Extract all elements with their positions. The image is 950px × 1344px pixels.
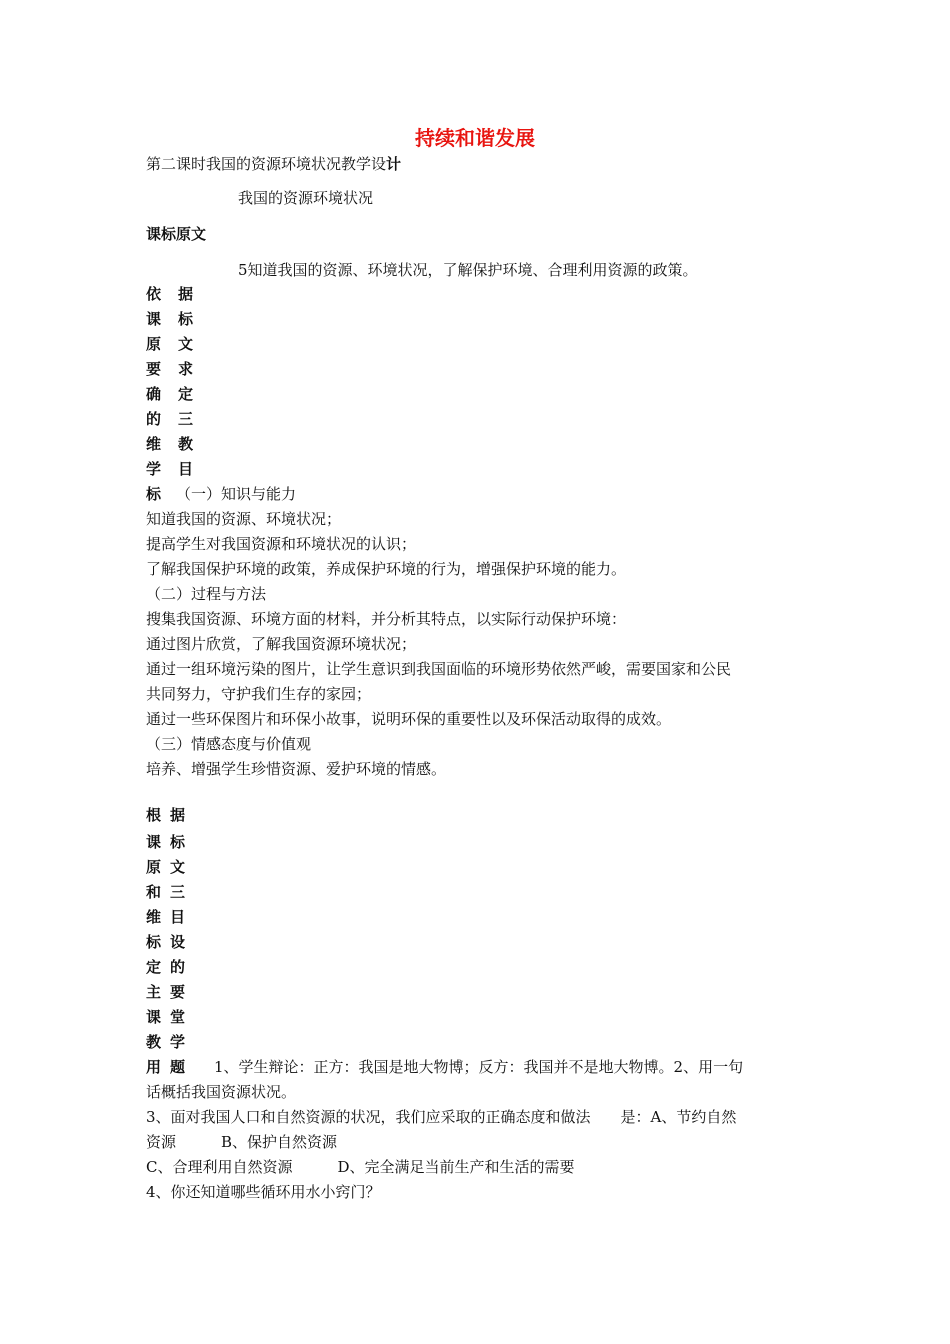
vchar: 标 — [146, 485, 162, 503]
vchar: 定 — [146, 958, 162, 976]
goal1-item: 知道我国的资源、环境状况； — [146, 510, 342, 528]
vchar: 求 — [178, 360, 194, 378]
goal2-item: 共同努力，守护我们生存的家园； — [146, 685, 372, 703]
vchar: 维 — [146, 435, 162, 453]
goal3-heading: （三）情感态度与价值观 — [146, 735, 312, 753]
question-line: 3、面对我国人口和自然资源的状况，我们应采取的正确态度和做法 是：A、节约自然 — [146, 1108, 737, 1126]
topic-heading: 我国的资源环境状况 — [238, 189, 374, 207]
vchar: 课 — [146, 833, 162, 851]
vchar: 据 — [170, 806, 186, 824]
vchar: 要 — [146, 360, 162, 378]
vchar: 的 — [146, 410, 162, 428]
lesson-subtitle-end: 计 — [386, 155, 402, 173]
lesson-subtitle — [146, 154, 401, 174]
vchar: 原 — [146, 335, 162, 353]
goal1-heading: （一）知识与能力 — [176, 485, 297, 503]
question-line: 1、学生辩论：正方：我国是地大物博；反方：我国并不是地大物博。2、用一句 — [214, 1058, 744, 1076]
vchar: 堂 — [170, 1008, 186, 1026]
document-title: 持续和谐发展 — [415, 126, 535, 150]
vchar: 据 — [178, 285, 194, 303]
vchar: 主 — [146, 983, 162, 1001]
vchar: 三 — [170, 883, 186, 901]
vchar: 标 — [146, 933, 162, 951]
question-line: 话概括我国资源状况。 — [146, 1083, 297, 1101]
section-label: 课标原文 — [146, 225, 207, 243]
goal1-item: 了解我国保护环境的政策，养成保护环境的行为，增强保护环境的能力。 — [146, 560, 627, 578]
vchar: 文 — [170, 858, 186, 876]
goal2-item: 通过一组环境污染的图片，让学生意识到我国面临的环境形势依然严峻，需要国家和公民 — [146, 660, 732, 678]
vchar: 三 — [178, 410, 194, 428]
goal2-heading: （二）过程与方法 — [146, 585, 267, 603]
goal2-item: 通过图片欣赏，了解我国资源环境状况； — [146, 635, 417, 653]
standard-text: 5知道我国的资源、环境状况，了解保护环境、合理利用资源的政策。 — [238, 261, 698, 279]
vchar: 教 — [146, 1033, 162, 1051]
vchar: 题 — [170, 1058, 186, 1076]
vchar: 维 — [146, 908, 162, 926]
vchar: 要 — [170, 983, 186, 1001]
vchar: 文 — [178, 335, 194, 353]
vchar: 目 — [178, 460, 194, 478]
vchar: 学 — [146, 460, 162, 478]
goal1-item: 提高学生对我国资源和环境状况的认识； — [146, 535, 417, 553]
vchar: 定 — [178, 385, 194, 403]
question-line: 4、你还知道哪些循环用水小窍门？ — [146, 1183, 381, 1201]
vchar: 原 — [146, 858, 162, 876]
vchar: 课 — [146, 310, 162, 328]
vchar: 确 — [146, 385, 162, 403]
vchar: 教 — [178, 435, 194, 453]
goal2-item: 搜集我国资源、环境方面的材料，并分析其特点，以实际行动保护环境： — [146, 610, 627, 628]
vchar: 课 — [146, 1008, 162, 1026]
goal3-item: 培养、增强学生珍惜资源、爱护环境的情感。 — [146, 760, 447, 778]
vchar: 设 — [170, 933, 186, 951]
goal2-item: 通过一些环保图片和环保小故事，说明环保的重要性以及环保活动取得的成效。 — [146, 710, 672, 728]
question-line: 资源 B、保护自然资源 — [146, 1133, 338, 1151]
vchar: 依 — [146, 285, 162, 303]
lesson-subtitle-main: 第二课时我国的资源环境状况教学设 — [146, 155, 387, 173]
question-line: C、合理利用自然资源 D、完全满足当前生产和生活的需要 — [146, 1158, 575, 1176]
vchar: 的 — [170, 958, 186, 976]
vchar: 根 — [146, 806, 162, 824]
vchar: 标 — [178, 310, 194, 328]
vchar: 标 — [170, 833, 186, 851]
vchar: 学 — [170, 1033, 186, 1051]
vchar: 目 — [170, 908, 186, 926]
vchar: 和 — [146, 883, 162, 901]
vchar: 用 — [146, 1058, 162, 1076]
